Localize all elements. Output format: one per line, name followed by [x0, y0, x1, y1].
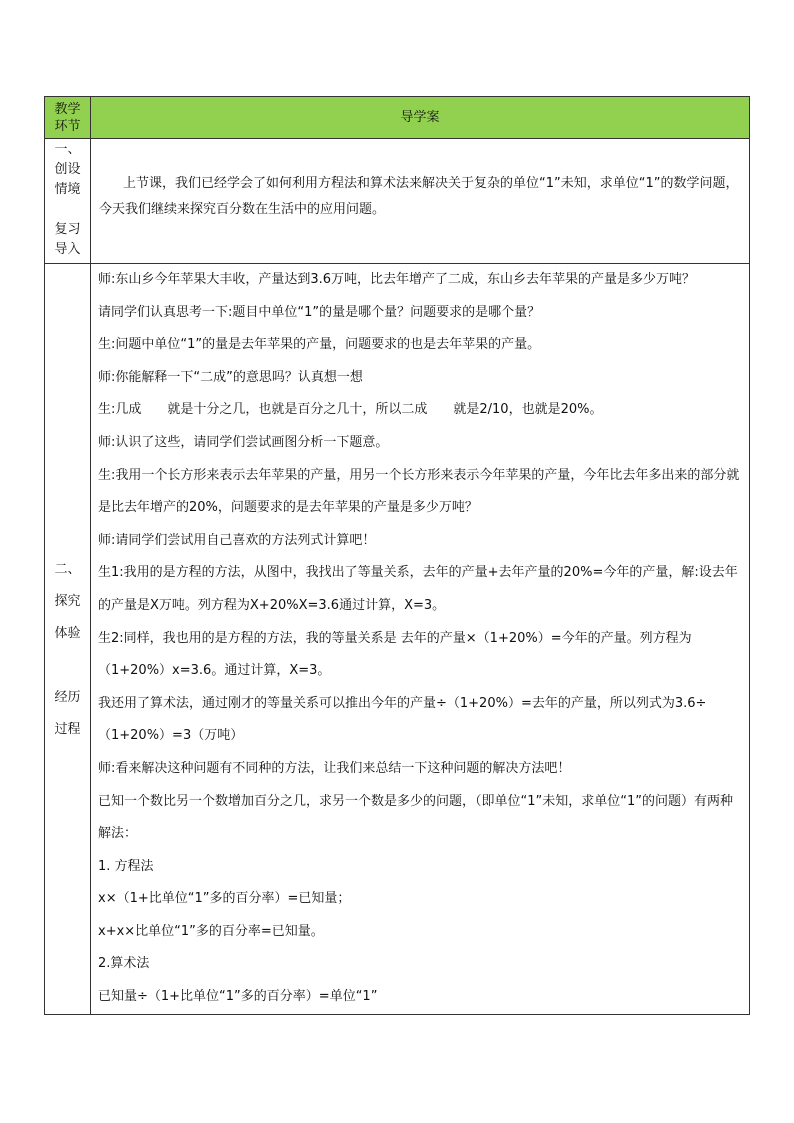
- dialogue-paragraph: 我还用了算术法，通过刚才的等量关系可以推出今年的产量÷（1+20%）=去年的产量，所以列式为3.6÷（1+20%）=3（万吨）: [98, 695, 707, 744]
- dialogue-paragraph: 生:几成 就是十分之几，也就是百分之几十，所以二成 就是2/10，也就是20%。: [98, 402, 603, 418]
- intro-paragraph: 上节课，我们已经学会了如何利用方程法和算术法来解决关于复杂的单位“1”未知，求单位“1”的数学问题，今天我们继续来探究百分数在生活中的应用问题。: [99, 176, 739, 217]
- dialogue-paragraph: 师:请同学们尝试用自己喜欢的方法列式计算吧！: [98, 532, 376, 548]
- dialogue-paragraph: 师:你能解释一下“二成”的意思吗？认真想一想: [98, 369, 363, 385]
- exploration-content: [91, 264, 749, 1014]
- dialogue-paragraph: 师:看来解决这种问题有不同种的方法，让我们来总结一下这种问题的解决方法吧！: [98, 760, 571, 776]
- stage2-label: [45, 264, 90, 746]
- stage2-cell: [45, 264, 91, 1015]
- dialogue-paragraph: 师:认识了这些，请同学们尝试画图分析一下题意。: [98, 434, 389, 450]
- stage1-line: 情境: [54, 182, 81, 197]
- stage2-line: 体验: [54, 626, 81, 641]
- stage1-cell: [45, 139, 91, 264]
- exploration-content-cell: [91, 264, 750, 1015]
- method-heading: 2.算术法: [98, 956, 150, 972]
- formula-line: x×（1+比单位“1”多的百分率）=已知量；: [98, 891, 351, 907]
- stage2-line: 过程: [54, 722, 81, 737]
- stage2-line: 二、: [54, 562, 81, 577]
- formula-line: 已知量÷（1+比单位“1”多的百分率）=单位“1”: [98, 989, 378, 1005]
- formula-line: x+x×比单位“1”多的百分率=已知量。: [98, 923, 324, 939]
- method-heading: 1. 方程法: [98, 858, 154, 874]
- dialogue-paragraph: 请同学们认真思考一下:题目中单位“1”的量是哪个量？问题要求的是哪个量？: [98, 304, 541, 320]
- stage1-line: 一、: [54, 142, 81, 157]
- stage1-label: [45, 139, 90, 260]
- stage1-line: 复习: [54, 222, 81, 237]
- stage1-line: 导入: [54, 242, 81, 257]
- header-title: 导学案: [400, 109, 440, 125]
- intro-cell: [91, 139, 750, 264]
- stage1-line: 创设: [54, 162, 81, 177]
- header-row: [45, 97, 750, 139]
- stage2-line: 探究: [54, 594, 81, 609]
- dialogue-paragraph: 生:我用一个长方形来表示去年苹果的产量，用另一个长方形来表示今年苹果的产量，今年比去年多出来的部分就是比去年增产的20%，问题要求的是去年苹果的产量是多少万吨？: [98, 467, 740, 516]
- exploration-row: [45, 264, 750, 1015]
- summary-paragraph: 已知一个数比另一个数增加百分之几，求另一个数是多少的问题，（即单位“1”未知，求单位“1”的问题）有两种解法：: [98, 793, 733, 842]
- header-title-cell: [91, 97, 750, 139]
- stage1-line: [45, 200, 90, 220]
- lesson-plan-table: [44, 96, 750, 1015]
- intro-row: [45, 139, 750, 264]
- stage2-line: 经历: [54, 690, 81, 705]
- header-stage-cell: [45, 97, 91, 139]
- dialogue-paragraph: 生:问题中单位“1”的量是去年苹果的产量，问题要求的也是去年苹果的产量。: [98, 337, 541, 353]
- dialogue-paragraph: 师:东山乡今年苹果大丰收，产量达到3.6万吨，比去年增产了二成，东山乡去年苹果的产量是多少万吨？: [98, 272, 696, 287]
- header-stage-label: 教学环节: [54, 102, 81, 134]
- dialogue-paragraph: 生2:同样，我也用的是方程的方法，我的等量关系是 去年的产量×（1+20%）=今年的产量。列方程为（1+20%）x=3.6。通过计算，X=3。: [98, 630, 692, 679]
- dialogue-paragraph: 生1:我用的是方程的方法，从图中，我找出了等量关系，去年的产量+去年产量的20%=今年的产量，解:设去年的产量是X万吨。列方程为X+20%X=3.6通过计算，X=3。: [98, 565, 738, 613]
